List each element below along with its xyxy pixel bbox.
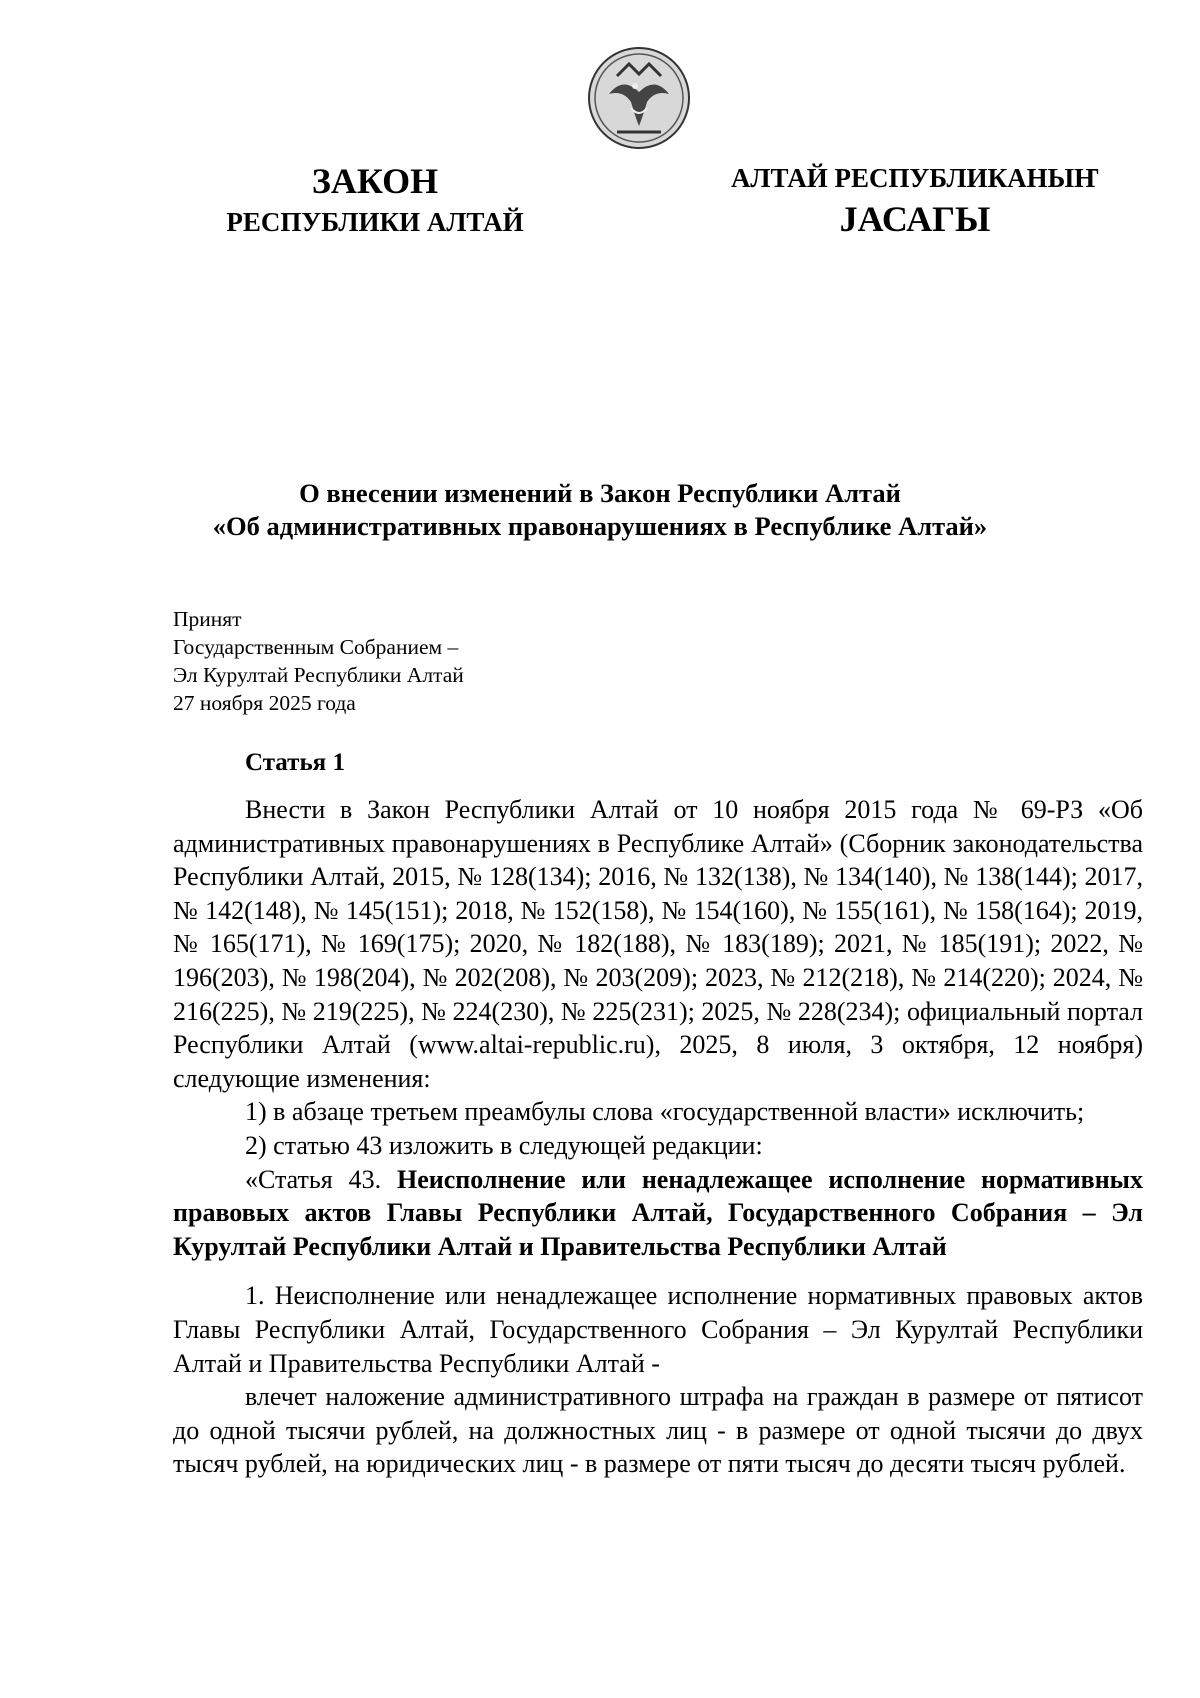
coat-of-arms-emblem-icon [587,46,691,150]
article-43-part-1: 1. Неисполнение или ненадлежащее исполнение нормативных правовых актов Главы Республики Алтай, Государственного Собрания – Эл Курултай Республики Алтай и Правительства Республики Алтай - [173,1281,1143,1378]
adoption-line-2: Государственным Собранием – [173,635,459,659]
header-right-block [705,158,1125,240]
article-1-intro: Внести в Закон Республики Алтай от 10 ноября 2015 года № 69-РЗ «Об административных правонарушениях в Республике Алтай» (Сборник законодательства Республики Алтай, 2015, № 128(134); 2016, № 132(138), № 134(140), № 138(144); 2017, № 142(148), № 145(151); 2018, № 152(158), № 154(160), № 155(161), № 158(164); 2019, № 165(171), № 169(175); 2020, № 182(188), № 183(189); 2021, № 185(191); 2022, № 196(203), № 198(204), № 202(208), № 203(209); 2023, № 212(218), № 214(220); 2024, № 216(225), № 219(225), № 224(230), № 225(231); 2025, № 228(234); официальный портал Республики Алтай (www.altai-republic.ru), 2025, 8 июля, 3 октября, 12 ноября) следующие изменения: [173,795,1143,1093]
adoption-date: 27 ноября 2025 года [173,691,356,715]
republic-name-ru: РЕСПУБЛИКИ АЛТАЙ [226,207,524,237]
new-article-43-heading [173,1163,1143,1264]
article-1-body [173,793,1143,1481]
article-43-penalty: влечет наложение административного штрафа на граждан в размере от пятисот до одной тысячи рублей, на должностных лиц - в размере от одной тысячи до двух тысяч рублей, на юридических лиц - в размере от пяти тысяч до десяти тысяч рублей. [173,1382,1143,1479]
adoption-line-3: Эл Курултай Республики Алтай [173,663,464,687]
document-title [150,477,1050,543]
amendment-item-1: 1) в абзаце третьем преамбулы слова «государственной власти» исключить; [245,1097,1085,1127]
adoption-info [173,605,464,717]
new-article-43-prefix: «Статья 43. [245,1164,397,1194]
title-line-1: О внесении изменений в Закон Республики Алтай [299,478,901,508]
law-title-alt: JАСАГЫ [839,199,991,239]
amendment-item-2: 2) статью 43 изложить в следующей редакции: [245,1130,763,1160]
title-line-2: «Об административных правонарушениях в Республике Алтай» [212,511,988,541]
new-article-43-title: Неисполнение или ненадлежащее исполнение нормативных правовых актов Главы Республики Алтай, Государственного Собрания – Эл Курултай Республики Алтай и Правительства Республики Алтай [173,1164,1143,1261]
law-title-ru: ЗАКОН [311,161,439,201]
adoption-line-1: Принят [173,607,242,631]
article-1-heading: Статья 1 [245,749,345,776]
republic-name-alt: АЛТАЙ РЕСПУБЛИКАНЫҤ [730,163,1100,193]
header-left-block [205,160,545,242]
